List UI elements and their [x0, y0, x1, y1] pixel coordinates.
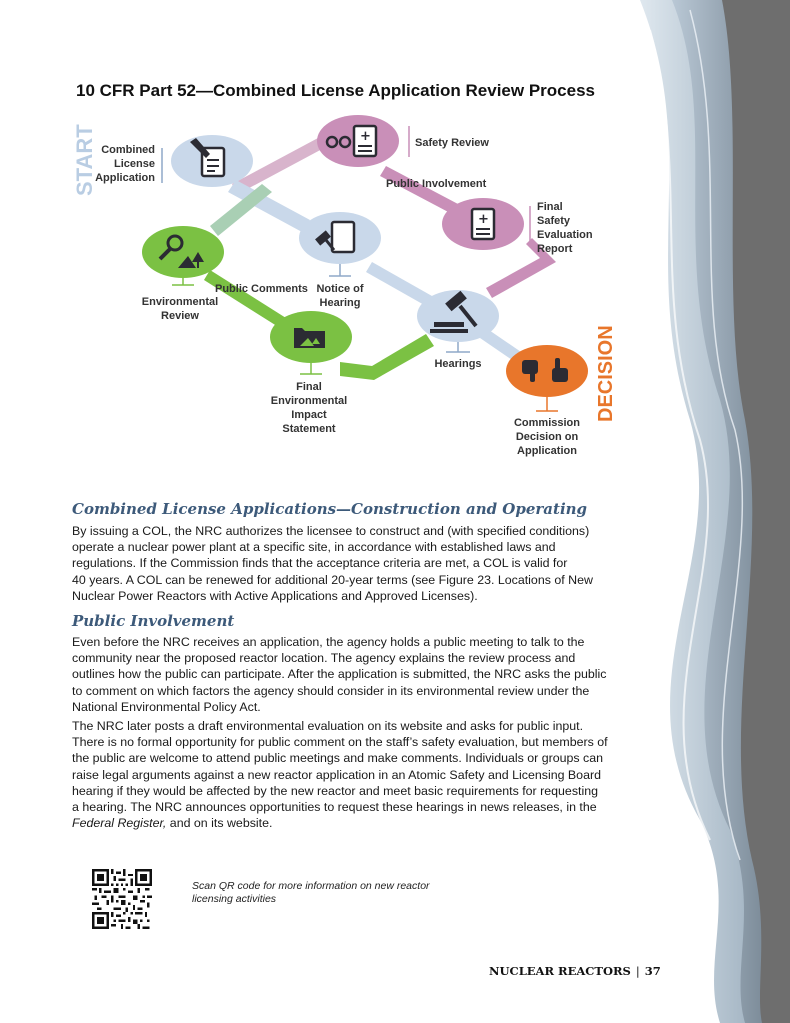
label-col-app-3: Application — [95, 172, 155, 184]
paragraph-tail: and on its website. — [166, 816, 273, 831]
node-combined-license-application — [162, 135, 253, 187]
paragraph-line: outlines how the public can participate. After the application is submitted, the NRC asks the public — [72, 667, 607, 682]
node-final-environmental-impact-statement — [270, 311, 352, 374]
node-commission-decision — [506, 345, 588, 411]
paragraph-line: By issuing a COL, the NRC authorizes the licensee to construct and (with specified conditions) — [72, 524, 590, 538]
label-public-comments: Public Comments — [215, 283, 308, 295]
paragraph-line: There is no formal opportunity for public comment on the staff’s safety evaluation, but members of — [72, 735, 608, 750]
paragraph-line: Even before the NRC receives an application, the agency holds a public meeting to talk to the — [72, 635, 585, 649]
paragraph-line: The NRC later posts a draft environmental evaluation on its website and asks for public input. — [72, 719, 584, 733]
label-fser-1: Final — [537, 201, 563, 213]
qr-caption-line: licensing activities — [192, 893, 277, 905]
arrow-feis-to-hearings — [340, 334, 434, 380]
paragraph-line: Nuclear Power Reactors with Active Applications and Approved Licenses). — [72, 588, 478, 603]
footer-section-name: NUCLEAR REACTORS — [489, 964, 631, 978]
node-safety-review — [317, 115, 409, 167]
flow-arrows — [204, 138, 556, 380]
label-hearings: Hearings — [434, 358, 482, 370]
section-public-involvement-paragraph-1 — [72, 634, 620, 715]
federal-register-italic: Federal Register, — [72, 816, 167, 831]
decision-label: DECISION — [595, 325, 617, 422]
label-feis-4: Statement — [282, 423, 336, 435]
paragraph-line: operate a nuclear power plant at a specific site, in accordance with established laws and — [72, 540, 556, 555]
paragraph-line: 40 years. A COL can be renewed for additional 20-year terms (see Figure 23. Locations of New — [72, 572, 593, 587]
arrow-safety-to-fser — [380, 166, 458, 214]
paragraph-line: community near the proposed reactor location. The agency explains the review process and — [72, 651, 576, 666]
paragraph-line: to comment on which factors the agency should consider in its environmental review under the — [72, 683, 590, 698]
label-col-app-2: License — [114, 158, 155, 170]
label-feis-2: Environmental — [270, 395, 348, 407]
label-public-involvement: Public Involvement — [386, 178, 487, 190]
paragraph-line: hearing if they would be affected by the new reactor and meet basic requirements for requesting — [72, 783, 598, 798]
label-commission-3: Application — [517, 445, 577, 457]
paragraph-line: National Environmental Policy Act. — [72, 699, 261, 714]
section-heading-col: Combined License Applications—Construction and Operating — [72, 500, 588, 518]
start-label: START — [72, 124, 97, 196]
label-safety-review: Safety Review — [415, 137, 489, 149]
page-title: 10 CFR Part 52—Combined License Application Review Process — [76, 81, 595, 100]
label-env-review-1: Environmental — [141, 296, 219, 308]
node-notice-of-hearing — [299, 212, 381, 276]
paragraph-line: the public are welcome to attend public meetings and make comments. Individuals or groups can — [72, 751, 604, 766]
label-fser-3: Evaluation — [537, 229, 593, 241]
label-commission-1: Commission — [513, 417, 581, 429]
paragraph-line: raise legal arguments against a new reactor application in an Atomic Safety and Licensing Board — [72, 767, 601, 782]
qr-caption — [192, 880, 452, 906]
paragraph-line-last — [72, 815, 620, 831]
label-notice-1: Notice of — [316, 283, 364, 295]
label-notice-2: Hearing — [319, 297, 361, 309]
paragraph-line: a hearing. The NRC announces opportunities to request these hearings in news releases, in the — [72, 800, 597, 815]
label-env-review-2: Review — [161, 310, 199, 322]
label-fser-4: Report — [537, 243, 573, 255]
arrow-notice-to-hearings — [366, 262, 432, 306]
svg-text:+: + — [478, 212, 489, 227]
qr-code[interactable] — [92, 869, 152, 929]
label-fser-2: Safety — [537, 215, 571, 227]
section-heading-public-involvement: Public Involvement — [72, 612, 235, 630]
label-commission-2: Decision on — [515, 431, 579, 443]
qr-caption-line: Scan QR code for more information on new reactor — [192, 880, 430, 892]
section-col-paragraph — [72, 523, 620, 604]
svg-text:+: + — [360, 129, 371, 144]
label-col-app-1: Combined — [101, 144, 155, 156]
page-number: 37 — [644, 964, 661, 978]
footer-separator: | — [635, 964, 640, 978]
document-plus-icon — [472, 209, 494, 239]
node-final-safety-evaluation-report — [442, 198, 530, 250]
section-public-involvement-paragraph-2 — [72, 718, 620, 831]
label-feis-1: Final — [296, 381, 322, 393]
paragraph-line: regulations. If the Commission finds that the acceptance criteria are met, a COL is valid for — [72, 556, 568, 571]
folder-landscape-icon — [294, 328, 325, 348]
page-footer — [489, 964, 661, 978]
label-feis-3: Impact — [291, 409, 327, 421]
